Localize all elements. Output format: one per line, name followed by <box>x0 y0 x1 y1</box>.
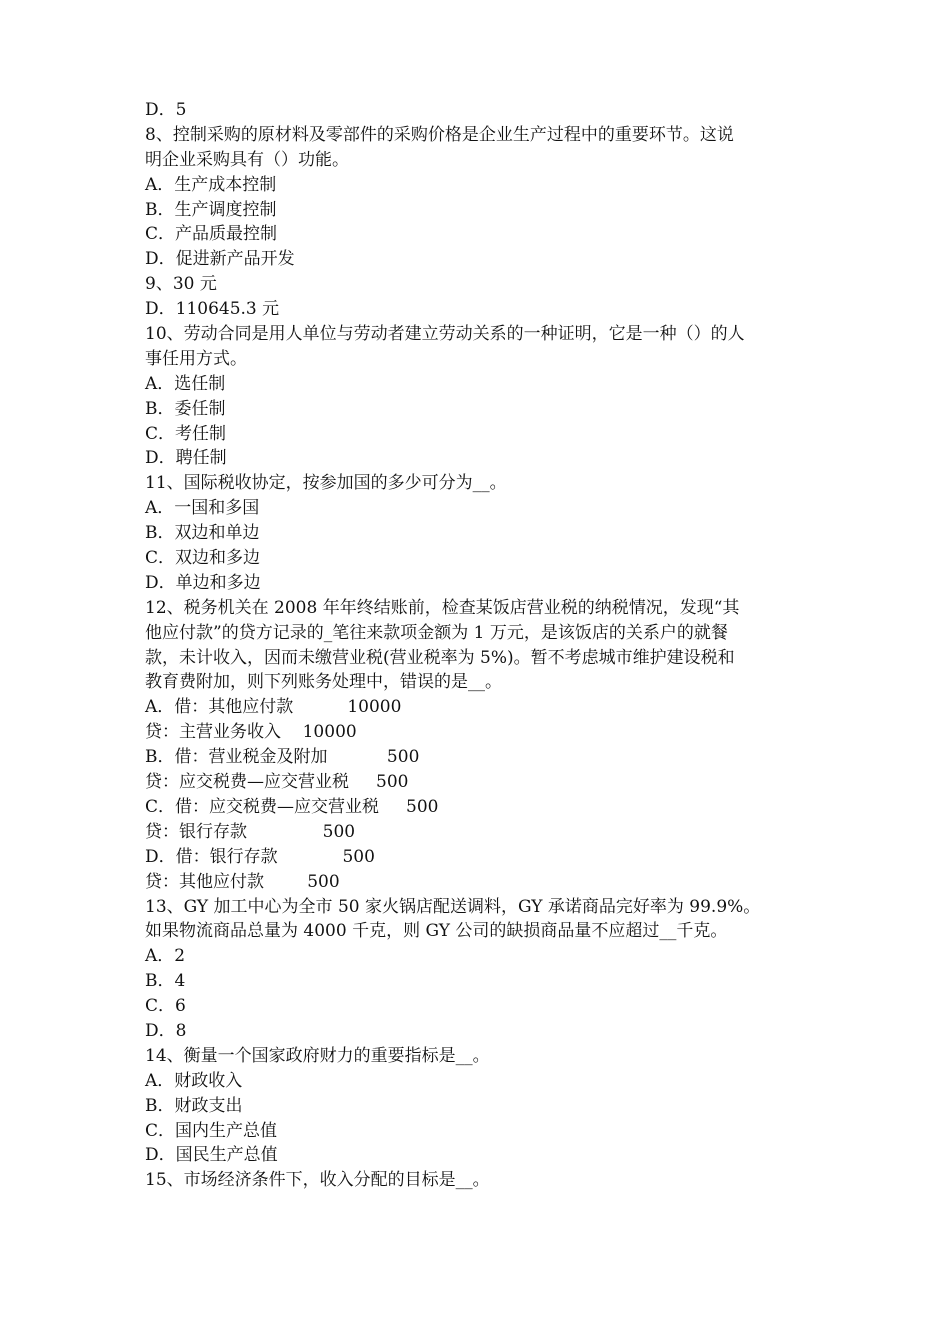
question-14-line: 14、衡量一个国家政府财力的重要指标是__。 <box>145 1045 490 1066</box>
question-12-line-3: 款，未计收入，因而未缴营业税(营业税率为 5%)。暂不考虑城市维护建设税和 <box>145 647 735 668</box>
option-line: B．生产调度控制 <box>145 199 277 220</box>
option-line: B．借：营业税金及附加 500 <box>145 747 420 768</box>
option-line: D．促进新产品开发 <box>145 249 295 270</box>
option-line: B．委任制 <box>145 398 226 419</box>
option-line: C．双边和多边 <box>145 548 261 569</box>
question-11-line: 11、国际税收协定，按参加国的多少可分为__。 <box>145 473 507 494</box>
option-line: C．借：应交税费—应交营业税 500 <box>145 796 439 817</box>
question-12-line-1: 12、税务机关在 2008 年年终结账前，检查某饭店营业税的纳税情况，发现“其 <box>145 597 740 618</box>
text-line: D．5 <box>145 100 187 120</box>
option-line: A．一国和多国 <box>145 498 260 519</box>
option-line: D．110645.3 元 <box>145 299 280 320</box>
question-10-line-1: 10、劳动合同是用人单位与劳动者建立劳动关系的一种证明，它是一种（）的人 <box>145 324 745 345</box>
option-line: D．单边和多边 <box>145 572 261 593</box>
option-line: B．双边和单边 <box>145 523 260 544</box>
option-line: B．财政支出 <box>145 1095 243 1116</box>
option-line: D．国民生产总值 <box>145 1145 278 1166</box>
option-line: B．4 <box>145 971 186 992</box>
question-12-line-4: 教育费附加，则下列账务处理中，错误的是__。 <box>145 672 502 693</box>
option-line: D．聘任制 <box>145 448 227 469</box>
entry-line: 贷：其他应付款 500 <box>145 871 340 892</box>
entry-line: 贷：应交税费—应交营业税 500 <box>145 772 409 793</box>
entry-line: 贷：银行存款 500 <box>145 821 356 842</box>
option-line: A．2 <box>145 946 186 967</box>
option-line: D．借：银行存款 500 <box>145 846 375 867</box>
option-line: A．借：其他应付款 10000 <box>145 697 402 718</box>
document-page <box>145 98 825 1193</box>
question-9-line: 9、30 元 <box>145 274 217 295</box>
entry-line: 贷：主营业务收入 10000 <box>145 722 357 743</box>
option-line: A．财政收入 <box>145 1070 243 1091</box>
question-8-line-1: 8、控制采购的原材料及零部件的采购价格是企业生产过程中的重要环节。这说 <box>145 124 734 145</box>
option-line: A．生产成本控制 <box>145 174 277 195</box>
question-12-line-2: 他应付款”的贷方记录的_笔往来款项金额为 1 万元，是该饭店的关系户的就餐 <box>145 622 728 643</box>
question-13-line-1: 13、GY 加工中心为全市 50 家火锅店配送调料，GY 承诺商品完好率为 99.9%。 <box>145 896 761 917</box>
question-15-line: 15、市场经济条件下，收入分配的目标是__。 <box>145 1170 490 1191</box>
option-line: C．国内生产总值 <box>145 1120 278 1141</box>
question-13-line-2: 如果物流商品总量为 4000 千克，则 GY 公司的缺损商品量不应超过__千克。 <box>145 921 728 942</box>
option-line: C．产品质最控制 <box>145 224 278 245</box>
question-10-line-2: 事任用方式。 <box>145 348 247 369</box>
question-8-line-2: 明企业采购具有（）功能。 <box>145 149 349 170</box>
option-line: C．6 <box>145 996 186 1017</box>
option-line: D．8 <box>145 1020 187 1041</box>
option-line: A．选任制 <box>145 373 226 394</box>
option-line: C．考任制 <box>145 423 227 444</box>
